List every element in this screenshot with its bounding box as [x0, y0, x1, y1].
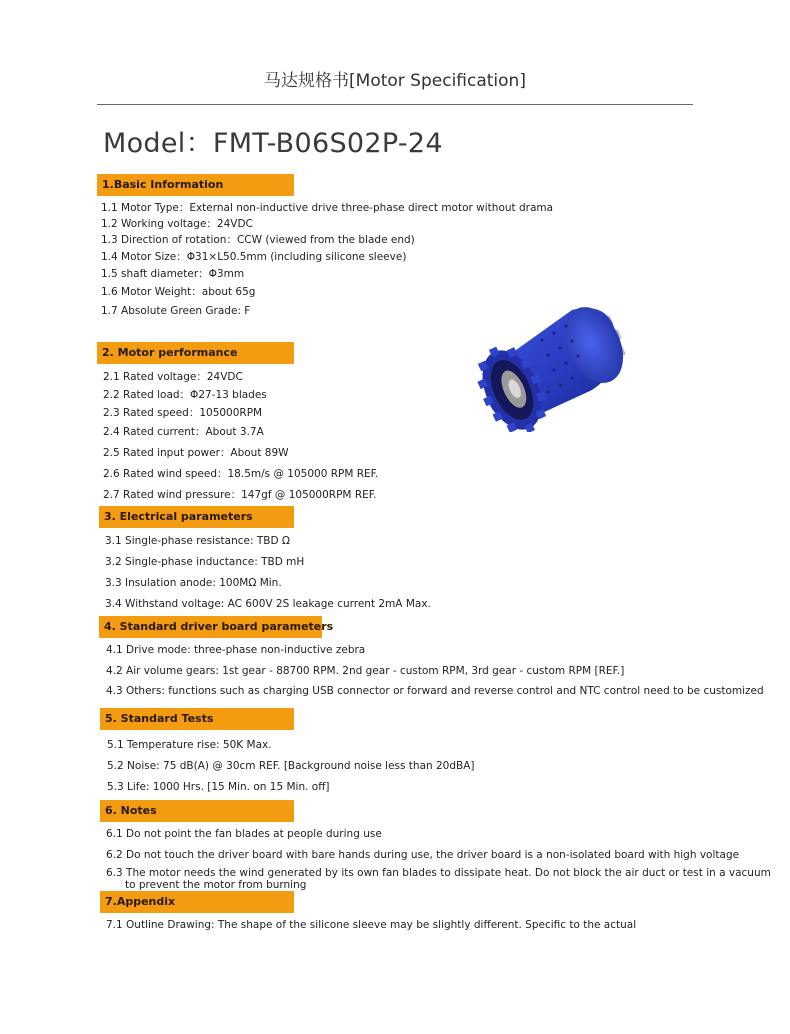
spec-line: 5.1 Temperature rise: 50K Max. — [107, 739, 272, 751]
spec-line: 1.3 Direction of rotation：CCW (viewed from the blade end) — [101, 234, 415, 246]
spec-line: 1.7 Absolute Green Grade: F — [101, 305, 251, 317]
spec-line: 1.2 Working voltage：24VDC — [101, 218, 253, 230]
spec-line: 7.1 Outline Drawing: The shape of the silicone sleeve may be slightly different. Specific to the actual — [106, 919, 637, 931]
section-heading-basic-information: 1.Basic Information — [97, 174, 294, 196]
spec-line: 4.3 Others: functions such as charging USB connector or forward and reverse control and NTC control need to be customized — [106, 685, 764, 697]
motor-product-image — [472, 300, 632, 432]
section-heading-motor-performance: 2. Motor performance — [97, 342, 294, 364]
spec-line: 2.5 Rated input power：About 89W — [103, 447, 289, 459]
section-heading-driver-board: 4. Standard driver board parameters — [99, 616, 322, 638]
document-title: 马达规格书[Motor Specification] — [264, 71, 526, 91]
spec-line: 6.2 Do not touch the driver board with bare hands during use, the driver board is a non-isolated board with high voltage — [106, 849, 740, 861]
spec-line: 6.1 Do not point the fan blades at people during use — [106, 828, 382, 840]
spec-line: 6.3 The motor needs the wind generated by its own fan blades to dissipate heat. Do not block the air duct or test in a vacuum — [106, 867, 771, 879]
spec-line: 4.2 Air volume gears: 1st gear - 88700 RPM. 2nd gear - custom RPM, 3rd gear - custom RPM [REF.] — [106, 665, 625, 677]
section-heading-notes: 6. Notes — [100, 800, 294, 822]
section-heading-electrical-parameters: 3. Electrical parameters — [99, 506, 294, 528]
model-number: Model：FMT-B06S02P-24 — [103, 128, 443, 159]
spec-line: 2.1 Rated voltage：24VDC — [103, 371, 243, 383]
spec-line: 4.1 Drive mode: three-phase non-inductive zebra — [106, 644, 366, 656]
section-heading-standard-tests: 5. Standard Tests — [100, 708, 294, 730]
spec-line: 2.6 Rated wind speed：18.5m/s @ 105000 RPM REF. — [103, 468, 379, 480]
spec-line: 5.3 Life: 1000 Hrs. [15 Min. on 15 Min. off] — [107, 781, 330, 793]
spec-line: 3.1 Single-phase resistance: TBD Ω — [105, 535, 290, 547]
spec-line: 1.1 Motor Type：External non-inductive drive three-phase direct motor without drama — [101, 202, 554, 214]
spec-line: 3.2 Single-phase inductance: TBD mH — [105, 556, 305, 568]
spec-line: 2.3 Rated speed：105000RPM — [103, 407, 263, 419]
section-heading-appendix: 7.Appendix — [100, 891, 294, 913]
spec-line: 2.4 Rated current：About 3.7A — [103, 426, 264, 438]
spec-line: 1.6 Motor Weight：about 65g — [101, 286, 256, 298]
spec-line: 1.5 shaft diameter：Φ3mm — [101, 268, 245, 280]
spec-line: 5.2 Noise: 75 dB(A) @ 30cm REF. [Background noise less than 20dBA] — [107, 760, 475, 772]
spec-line: 3.3 Insulation anode: 100MΩ Min. — [105, 577, 282, 589]
spec-line: 2.7 Rated wind pressure：147gf @ 105000RPM REF. — [103, 489, 377, 501]
spec-line: 2.2 Rated load：Φ27-13 blades — [103, 389, 267, 401]
spec-line: to prevent the motor from burning — [125, 879, 307, 891]
title-divider — [97, 104, 693, 105]
spec-line: 3.4 Withstand voltage: AC 600V 2S leakage current 2mA Max. — [105, 598, 431, 610]
spec-line: 1.4 Motor Size：Φ31×L50.5mm (including silicone sleeve) — [101, 251, 407, 263]
